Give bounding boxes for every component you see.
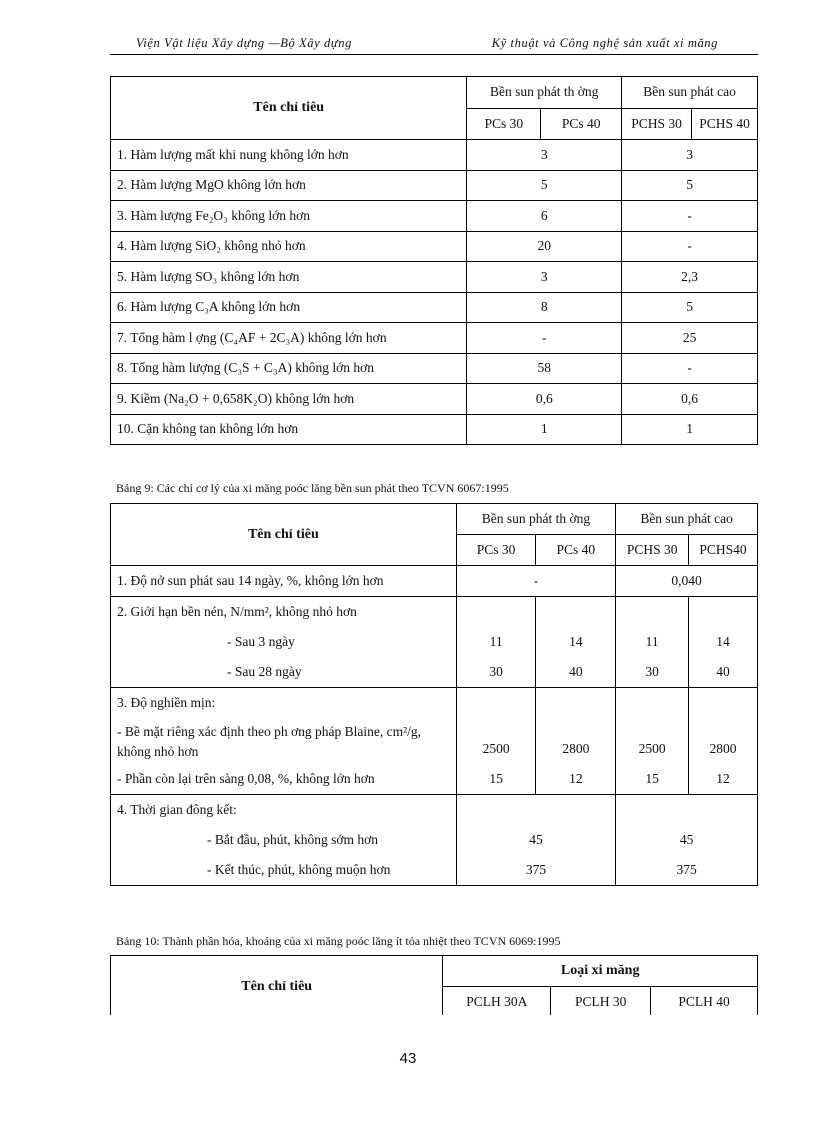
cell-high: 5 xyxy=(622,292,758,323)
cell-value: 12 xyxy=(569,771,583,786)
cell-normal: 3 xyxy=(467,140,622,171)
cell-normal: 6 xyxy=(467,201,622,232)
row-name: 2. Hàm lượng MgO không lớn hơn xyxy=(111,170,467,201)
row-name: 7. Tổng hàm l ợng (C₄AF + 2C₃A) không lớn hơn xyxy=(111,323,467,354)
sub-col-header: PCs 40 xyxy=(536,535,616,566)
table-row xyxy=(111,231,758,262)
cell-value: 45 xyxy=(529,832,543,847)
cell-value: 30 xyxy=(645,664,659,679)
table-row xyxy=(111,384,758,415)
cell-value: 2800 xyxy=(709,741,737,756)
table-row xyxy=(111,353,758,384)
cell-value: 12 xyxy=(716,771,730,786)
cell-normal: 1 xyxy=(467,414,622,445)
cell-value: 14 xyxy=(569,634,583,649)
row-compressive-strength xyxy=(111,597,457,688)
sub-col-header: PCHS 30 xyxy=(622,108,692,140)
cell-normal: 3 xyxy=(467,262,622,293)
sub-item: - Kết thúc, phút, không muộn hơn xyxy=(207,862,391,877)
table-row xyxy=(111,688,758,795)
cell-normal: - xyxy=(456,566,616,597)
cell-high: 0,6 xyxy=(622,384,758,415)
cell-value: 30 xyxy=(489,664,503,679)
cell-value: 11 xyxy=(645,634,659,649)
sub-col-header: PCHS40 xyxy=(689,535,758,566)
table-mechanical-properties xyxy=(110,503,758,886)
col-header-normal: Bền sun phát th ờng xyxy=(467,77,622,109)
cell-high: - xyxy=(622,231,758,262)
row-name: 4. Thời gian đông kết: xyxy=(117,802,237,817)
table-low-heat-cement xyxy=(110,955,758,1018)
cell-high: 5 xyxy=(622,170,758,201)
cell-high: 1 xyxy=(622,414,758,445)
table-row xyxy=(111,170,758,201)
col-header-name: Tên chỉ tiêu xyxy=(111,77,467,140)
sub-col-header: PCLH 40 xyxy=(651,987,758,1018)
row-name: 9. Kiềm (Na₂O + 0,658K₂O) không lớn hơn xyxy=(111,384,467,415)
cell-high: 3 xyxy=(622,140,758,171)
cell-high: - xyxy=(622,201,758,232)
sub-col-header: PCs 30 xyxy=(456,535,536,566)
sub-col-header: PCLH 30 xyxy=(551,987,651,1018)
row-name: 6. Hàm lượng C₃A không lớn hơn xyxy=(111,292,467,323)
cell-value: 2500 xyxy=(638,741,666,756)
table-row xyxy=(111,566,758,597)
cell-value: 15 xyxy=(489,771,503,786)
cell-value: 375 xyxy=(676,862,697,877)
sub-item: - Sau 28 ngày xyxy=(227,664,302,679)
row-name: 4. Hàm lượng SiO₂ không nhỏ hơn xyxy=(111,231,467,262)
table-row xyxy=(111,140,758,171)
cell-value: 14 xyxy=(716,634,730,649)
table10-caption: Bảng 10: Thành phần hóa, khoáng của xi măng poóc lăng ít tỏa nhiệt theo TCVN 6069:1995 xyxy=(116,934,561,948)
col-header-group: Loại xi măng xyxy=(443,956,758,987)
row-fineness xyxy=(111,688,457,795)
cell-value: 2800 xyxy=(562,741,590,756)
row-name: 3. Hàm lượng Fe₂O₃ không lớn hơn xyxy=(111,201,467,232)
col-header-high: Bền sun phát cao xyxy=(622,77,758,109)
sub-col-header: PCHS 30 xyxy=(616,535,689,566)
cell-high: - xyxy=(622,353,758,384)
cell-value: 45 xyxy=(679,832,694,847)
sub-col-header: PCs 30 xyxy=(467,108,541,140)
header-right: Kỹ thuật và Công nghệ sản xuất xi măng xyxy=(491,36,718,50)
page-number: 43 xyxy=(399,1050,417,1067)
sub-col-header: PCs 40 xyxy=(541,108,622,140)
cell-normal: 8 xyxy=(467,292,622,323)
row-name: 8. Tổng hàm lượng (C₃S + C₃A) không lớn hơn xyxy=(111,353,467,384)
sub-item: - Bắt đầu, phút, không sớm hơn xyxy=(207,832,379,847)
sub-col-header: PCHS 40 xyxy=(692,108,758,140)
cell-high: 0,040 xyxy=(616,566,758,597)
cell-high: 25 xyxy=(622,323,758,354)
row-name: 5. Hàm lượng SO₃ không lớn hơn xyxy=(111,262,467,293)
sub-item: - Bề mặt riêng xác định theo ph ơng pháp Blaine, cm²/g, không nhỏ hơn xyxy=(117,724,421,759)
sub-item: - Sau 3 ngày xyxy=(227,634,295,649)
cell-value: 2500 xyxy=(482,741,510,756)
cell-value: 375 xyxy=(525,862,547,877)
row-name: 2. Giới hạn bền nén, N/mm², không nhỏ hơn xyxy=(117,604,357,619)
cell-normal: 58 xyxy=(467,353,622,384)
table-row xyxy=(111,262,758,293)
row-name: 1. Hàm lượng mất khi nung không lớn hơn xyxy=(111,140,467,171)
col-header-name: Tên chỉ tiêu xyxy=(111,504,457,566)
cell-normal: - xyxy=(467,323,622,354)
cell-value: 40 xyxy=(716,664,730,679)
table-row xyxy=(111,597,758,688)
table-row xyxy=(111,292,758,323)
table-chemical-composition xyxy=(110,76,758,445)
row-name: 3. Độ nghiền mịn: xyxy=(117,695,216,710)
col-header-name: Tên chỉ tiêu xyxy=(111,956,443,1018)
table-row xyxy=(111,414,758,445)
table9-caption: Bảng 9: Các chỉ cơ lý của xi măng poóc lăng bền sun phát theo TCVN 6067:1995 xyxy=(116,481,509,495)
sub-item: - Phần còn lại trên sàng 0,08, %, không lớn hơn xyxy=(117,771,375,786)
table-row xyxy=(111,201,758,232)
cell-value: 11 xyxy=(489,634,503,649)
col-header-normal: Bền sun phát th ờng xyxy=(456,504,616,535)
row-name: 10. Cặn không tan không lớn hơn xyxy=(111,414,467,445)
cell-normal: 20 xyxy=(467,231,622,262)
cell-normal: 5 xyxy=(467,170,622,201)
cell-value: 15 xyxy=(645,771,659,786)
sub-col-header: PCLH 30A xyxy=(443,987,551,1018)
row-setting-time xyxy=(111,795,457,886)
page-header xyxy=(110,34,758,55)
table-row xyxy=(111,795,758,886)
cell-high: 2,3 xyxy=(622,262,758,293)
header-left: Viện Vật liệu Xây dựng —Bộ Xây dựng xyxy=(136,36,352,50)
col-header-high: Bền sun phát cao xyxy=(616,504,758,535)
cell-value: 40 xyxy=(569,664,583,679)
table-row xyxy=(111,323,758,354)
cell-normal: 0,6 xyxy=(467,384,622,415)
row-name: 1. Độ nở sun phát sau 14 ngày, %, không lớn hơn xyxy=(111,566,457,597)
